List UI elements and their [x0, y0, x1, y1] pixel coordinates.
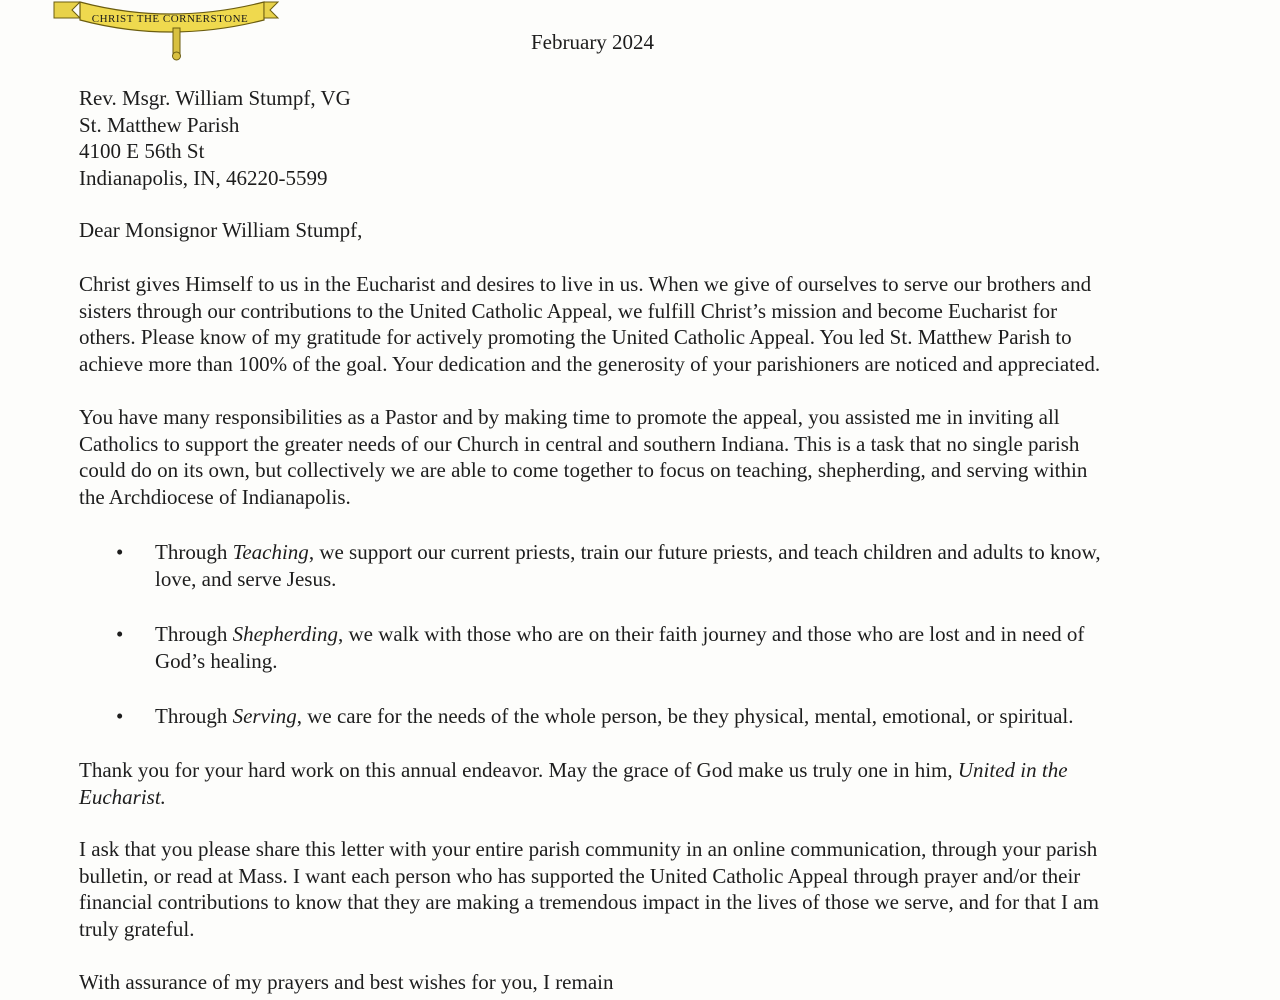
paragraph-line: Catholics to support the greater needs of our Church in central and southern Indiana. This is a task that no single parish	[79, 431, 1080, 456]
bullet-dot-icon: •	[116, 540, 124, 564]
paragraph-line: achieve more than 100% of the goal. Your dedication and the generosity of your parishioners are noticed and appreciated.	[79, 351, 1101, 376]
svg-text:CHRIST THE CORNERSTONE: CHRIST THE CORNERSTONE	[91, 13, 249, 25]
bullet-prefix: Through	[155, 704, 233, 728]
letter-date: February 2024	[531, 30, 655, 54]
paragraph-line: the Archdiocese of Indianapolis.	[79, 484, 351, 509]
bullet-body: , we support our current priests, train our future priests, and teach children and adults to know,	[308, 540, 1101, 564]
paragraph-line: bulletin, or read at Mass. I want each person who has supported the United Catholic Appeal through prayer and/or their	[79, 863, 1081, 888]
bullet-continuation: God’s healing.	[155, 648, 278, 673]
bullet-emphasis: Shepherding	[232, 622, 338, 646]
closing-text: With assurance of my prayers and best wishes for you, I remain	[79, 970, 614, 994]
bullet-body: , we care for the needs of the whole person, be they physical, mental, emotional, or spiritual.	[296, 704, 1074, 728]
bullet-dot-icon: •	[116, 704, 124, 728]
paragraph-line: Christ gives Himself to us in the Eucharist and desires to live in us. When we give of ourselves to serve our brothers and	[79, 272, 1092, 296]
paragraph-gratitude	[79, 271, 1100, 377]
paragraph-line: You have many responsibilities as a Pastor and by making time to promote the appeal, you assisted me in inviting all	[79, 405, 1060, 429]
crest-ribbon-banner	[54, 2, 278, 32]
paragraph-line: could do on its own, but collectively we are able to come together to focus on teaching, shepherding, and serving within	[79, 458, 1088, 482]
paragraph-line: sisters through our contributions to the United Catholic Appeal, we fulfill Christ’s mission and become Eucharist for	[79, 298, 1058, 323]
paragraph-share-request	[79, 836, 1099, 942]
bullet-prefix: Through	[155, 540, 233, 564]
recipient-street: 4100 E 56th St	[79, 139, 205, 163]
bullet-emphasis: Teaching	[232, 540, 309, 564]
motto-text-continued: Eucharist.	[79, 784, 166, 809]
recipient-city: Indianapolis, IN, 46220-5599	[79, 165, 328, 190]
paragraph-line: financial contributions to know that they are making a tremendous impact in the lives of those we serve, and for that I am	[79, 890, 1099, 914]
paragraph-line: I ask that you please share this letter with your entire parish community in an online communication, through your parish	[79, 837, 1098, 861]
bullet-prefix: Through	[155, 622, 233, 646]
motto-text: United in the	[957, 758, 1068, 782]
bullet-dot-icon: •	[116, 622, 124, 646]
bullet-emphasis: Serving	[232, 704, 297, 728]
recipient-address	[79, 85, 351, 191]
crest-staff	[173, 28, 181, 60]
bullet-body: , we walk with those who are on their faith journey and those who are lost and in need of	[337, 622, 1085, 646]
recipient-parish: St. Matthew Parish	[79, 112, 240, 137]
paragraph-text: Thank you for your hard work on this annual endeavor. May the grace of God make us truly one in him,	[79, 758, 958, 782]
paragraph-line: truly grateful.	[79, 916, 195, 941]
closing-line	[79, 969, 614, 996]
recipient-name: Rev. Msgr. William Stumpf, VG	[79, 86, 351, 110]
bullet-continuation: love, and serve Jesus.	[155, 566, 337, 591]
salutation: Dear Monsignor William Stumpf,	[79, 218, 363, 242]
archdiocese-crest-logo	[50, 0, 280, 62]
paragraph-responsibilities	[79, 404, 1087, 510]
paragraph-thanks	[79, 757, 1068, 810]
paragraph-line: others. Please know of my gratitude for actively promoting the United Catholic Appeal. You led St. Matthew Parish to	[79, 325, 1072, 349]
